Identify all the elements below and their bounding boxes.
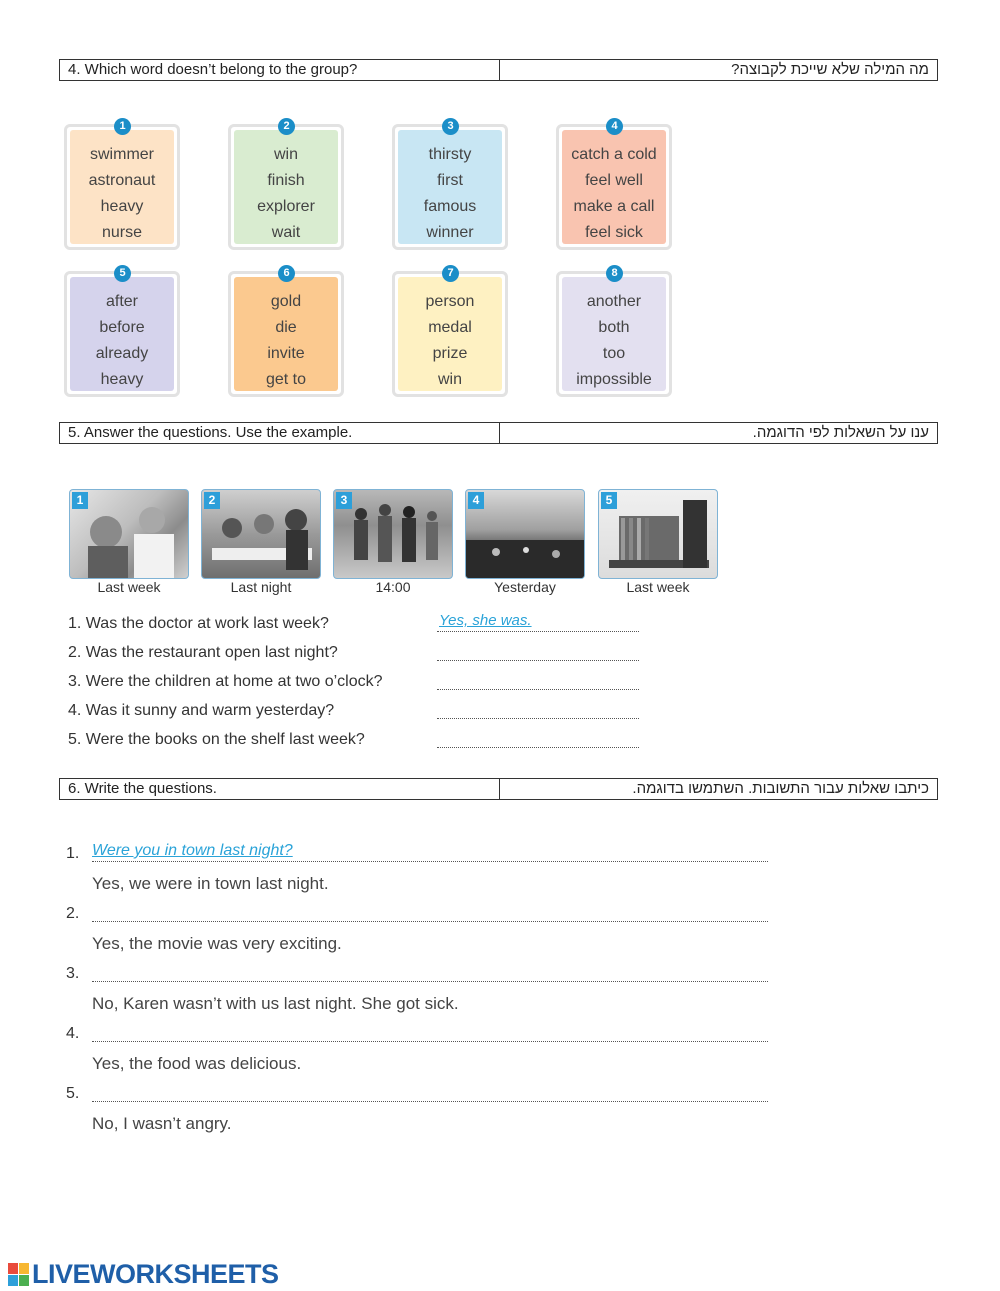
section-5-title-hebrew: ענו על השאלות לפי הדוגמה. <box>752 424 929 441</box>
answer-line-1[interactable] <box>437 611 639 632</box>
photo-number: 5 <box>601 492 617 509</box>
photo-rainy-street <box>465 489 585 579</box>
word-option[interactable]: both <box>598 319 630 336</box>
word-group-card <box>64 271 180 397</box>
word-option[interactable]: finish <box>267 172 305 189</box>
section-5-title: 5. Answer the questions. Use the example. <box>60 423 500 443</box>
word-option[interactable]: get to <box>265 371 307 388</box>
word-group-panel <box>70 277 174 391</box>
word-option[interactable]: before <box>99 319 145 336</box>
section-4-title: 4. Which word doesn’t belong to the group? <box>60 60 500 80</box>
photo-caption: Last week <box>626 579 690 595</box>
question-line-2[interactable] <box>92 903 768 922</box>
word-option[interactable]: after <box>105 293 138 310</box>
word-option[interactable]: first <box>437 172 463 189</box>
word-option[interactable]: medal <box>428 319 472 336</box>
item-number: 4. <box>66 1025 80 1042</box>
word-group-panel <box>70 130 174 244</box>
question-1: 1. Was the doctor at work last week? <box>68 615 329 632</box>
photo-books-shelf <box>598 489 718 579</box>
word-option[interactable]: invite <box>267 345 305 362</box>
word-option[interactable]: die <box>275 319 297 336</box>
group-number-badge: 4 <box>606 118 623 135</box>
word-option[interactable]: prize <box>432 345 468 362</box>
word-option[interactable]: winner <box>426 224 474 241</box>
question-4: 4. Was it sunny and warm yesterday? <box>68 702 335 719</box>
response-5: No, I wasn’t angry. <box>92 1114 232 1133</box>
response-3: No, Karen wasn’t with us last night. She got sick. <box>92 994 459 1013</box>
word-option[interactable]: thirsty <box>428 146 472 163</box>
word-option[interactable]: too <box>602 345 626 362</box>
word-option[interactable]: feel well <box>585 172 643 189</box>
word-option[interactable]: gold <box>270 293 302 310</box>
photo-doctor <box>69 489 189 579</box>
word-option[interactable]: already <box>95 345 149 362</box>
photo-caption: Yesterday <box>494 579 556 595</box>
photo-number: 1 <box>72 492 88 509</box>
question-line-5[interactable] <box>92 1083 768 1102</box>
question-line-1[interactable] <box>92 843 768 862</box>
word-option[interactable]: another <box>586 293 642 310</box>
answer-line-5[interactable] <box>437 727 639 748</box>
word-group-card <box>228 271 344 397</box>
word-option[interactable]: person <box>425 293 475 310</box>
word-group-panel <box>562 277 666 391</box>
example-question: Were you in town last night? <box>92 842 293 859</box>
item-number: 2. <box>66 905 80 922</box>
section-6-title: 6. Write the questions. <box>60 779 500 799</box>
word-option[interactable]: win <box>437 371 462 388</box>
section-6-title-hebrew: כיתבו שאלות עבור התשובות. השתמשו בדוגמה. <box>632 780 929 797</box>
response-2: Yes, the movie was very exciting. <box>92 934 342 953</box>
word-group-card <box>556 271 672 397</box>
word-option[interactable]: heavy <box>100 371 144 388</box>
answer-example: Yes, she was. <box>439 612 532 629</box>
item-number: 3. <box>66 965 80 982</box>
word-group-panel <box>234 277 338 391</box>
word-option[interactable]: explorer <box>257 198 315 215</box>
photo-children <box>333 489 453 579</box>
question-2: 2. Was the restaurant open last night? <box>68 644 338 661</box>
group-number-badge: 1 <box>114 118 131 135</box>
response-4: Yes, the food was delicious. <box>92 1054 302 1073</box>
item-number: 1. <box>66 845 80 862</box>
question-line-3[interactable] <box>92 963 768 982</box>
logo-icon <box>8 1263 30 1287</box>
photo-caption: Last week <box>97 579 161 595</box>
logo-text: LIVEWORKSHEETS <box>32 1259 279 1289</box>
word-group-panel <box>562 130 666 244</box>
answer-line-2[interactable] <box>437 640 639 661</box>
word-group-card <box>392 271 508 397</box>
group-number-badge: 7 <box>442 265 459 282</box>
question-line-4[interactable] <box>92 1023 768 1042</box>
section-5-header <box>59 422 938 444</box>
word-option[interactable]: make a call <box>573 198 655 215</box>
section-4-header <box>59 59 938 81</box>
answer-line-3[interactable] <box>437 669 639 690</box>
photo-restaurant <box>201 489 321 579</box>
group-number-badge: 8 <box>606 265 623 282</box>
word-group-card <box>556 124 672 250</box>
word-option[interactable]: heavy <box>100 198 144 215</box>
word-group-panel <box>234 130 338 244</box>
word-option[interactable]: win <box>273 146 298 163</box>
word-group-card <box>64 124 180 250</box>
word-group-panel <box>398 277 502 391</box>
photo-caption: 14:00 <box>375 579 411 595</box>
word-option[interactable]: famous <box>423 198 477 215</box>
section-4-title-hebrew: מה המילה שלא שייכת לקבוצה? <box>731 61 929 78</box>
response-1: Yes, we were in town last night. <box>92 874 329 893</box>
answer-line-4[interactable] <box>437 698 639 719</box>
word-group-card <box>392 124 508 250</box>
word-option[interactable]: nurse <box>101 224 143 241</box>
group-number-badge: 6 <box>278 265 295 282</box>
group-number-badge: 2 <box>278 118 295 135</box>
item-number: 5. <box>66 1085 80 1102</box>
photo-number: 3 <box>336 492 352 509</box>
question-3: 3. Were the children at home at two o’clock? <box>68 673 383 690</box>
photo-number: 4 <box>468 492 484 509</box>
word-option[interactable]: astronaut <box>88 172 156 189</box>
photo-caption: Last night <box>230 579 292 595</box>
group-number-badge: 3 <box>442 118 459 135</box>
question-5: 5. Were the books on the shelf last week? <box>68 731 365 748</box>
word-option[interactable]: swimmer <box>90 146 154 163</box>
word-option[interactable]: wait <box>271 224 301 241</box>
word-option[interactable]: feel sick <box>585 224 643 241</box>
word-group-card <box>228 124 344 250</box>
word-option[interactable]: catch a cold <box>571 146 657 163</box>
section-6-header <box>59 778 938 800</box>
word-group-panel <box>398 130 502 244</box>
group-number-badge: 5 <box>114 265 131 282</box>
photo-number: 2 <box>204 492 220 509</box>
liveworksheets-logo[interactable] <box>8 1259 279 1290</box>
word-option[interactable]: impossible <box>576 371 652 388</box>
